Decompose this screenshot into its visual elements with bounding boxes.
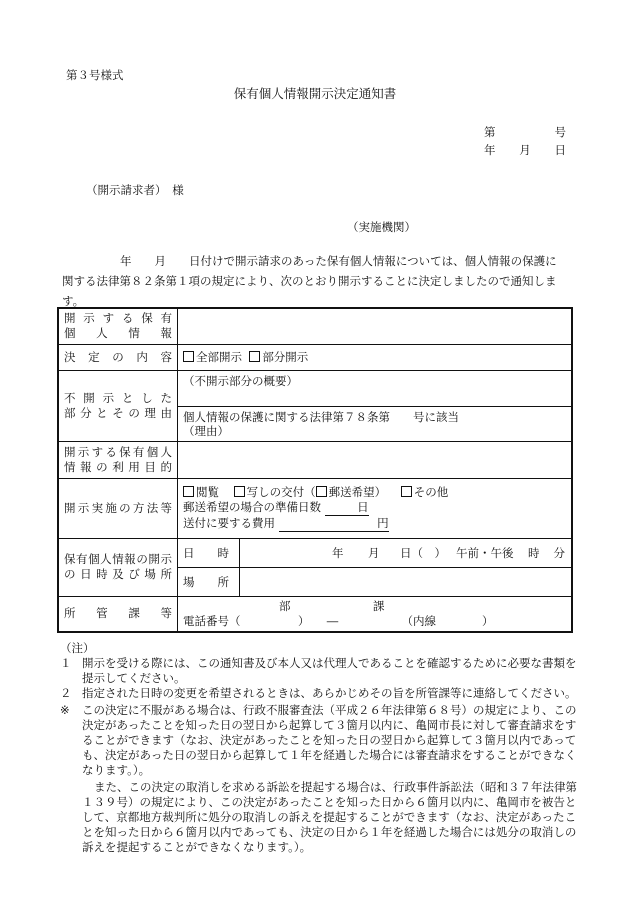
checkbox-other[interactable] <box>401 486 412 497</box>
label-purpose: 開示する保有個人 情報の利用目的 <box>58 441 178 478</box>
schedule-datetime: 日 時 年 月 日（ ） 午前・午後 時 分 <box>178 539 571 568</box>
nondisclosure-reason[interactable]: 個人情報の保護に関する法律第７８条第 号に該当 （理由） <box>183 409 459 438</box>
note-appeal: ※ この決定に不服がある場合は、行政不服審査法（平成２６年法律第６８号）の規定により、この決定があったことを知った日の翌日から起算して３箇月以内に、亀岡市長に対して審査請求をすることができます（なお、決定があったことを知った日の翌日から起算して３箇月以内であっても、決定があった日の翌日から起算して１年を経過した場合には審査請求をすることができなくなります。）。 <box>60 703 577 777</box>
form-number: 第３号様式 <box>66 68 124 82</box>
row-decision <box>58 344 572 370</box>
decision-table <box>57 307 573 633</box>
value-schedule <box>178 538 573 596</box>
notes-heading: （注） <box>60 641 95 655</box>
row-purpose <box>58 441 572 478</box>
label-department: 所管課等 <box>58 596 178 632</box>
value-decision: 全部開示 部分開示 <box>178 344 573 370</box>
value-method: 閲覧 写しの交付（ 郵送希望） その他 郵送希望の場合の準備日数 日 送付に要する費用 円 <box>178 478 573 538</box>
datetime-field[interactable]: 年 月 日（ ） 午前・午後 時 分 <box>332 545 565 560</box>
row-method <box>58 478 572 538</box>
document-title: 保有個人情報開示決定通知書 <box>233 86 397 101</box>
intro-line-2: 関する法律第８２条第１項の規定により、次のとおり開示することに決定しましたので通知しま <box>62 274 557 288</box>
document-number <box>484 124 566 140</box>
date-day: 日 <box>554 143 566 157</box>
number-suffix: 号 <box>554 125 566 139</box>
number-prefix: 第 <box>484 125 496 139</box>
label-decision: 決定の内容 <box>58 344 178 370</box>
checkbox-full-disclosure[interactable] <box>183 351 194 362</box>
notes-section <box>60 641 578 855</box>
value-target-info[interactable] <box>178 308 573 344</box>
checkbox-copy[interactable] <box>234 486 245 497</box>
intro-paragraph <box>62 251 572 311</box>
schedule-place: 場 所 <box>178 568 571 596</box>
date-year: 年 <box>484 143 496 157</box>
row-schedule <box>58 538 572 596</box>
row-department <box>58 596 572 632</box>
checkbox-mail[interactable] <box>316 486 327 497</box>
label-target-info: 開示する保有 個人情報 <box>58 308 178 344</box>
value-purpose[interactable] <box>178 441 573 478</box>
requester-line: （開示請求者） 様 <box>86 183 184 197</box>
fee-field[interactable]: 円 <box>279 516 389 532</box>
row-target-info <box>58 308 572 344</box>
place-field[interactable] <box>240 568 571 596</box>
nondisclosure-summary[interactable]: （不開示部分の概要） <box>178 371 571 407</box>
intro-line-1: 年 月 日付けで開示請求のあった保有個人情報については、個人情報の保護に <box>120 254 557 268</box>
checkbox-partial-disclosure[interactable] <box>249 351 260 362</box>
note-1: １ 開示を受ける際には、この通知書及び本人又は代理人であることを確認するために必要な書類を提示してください。 <box>60 656 577 685</box>
agency-line: （実施機関） <box>347 220 416 234</box>
date-month: 月 <box>519 143 531 157</box>
row-nondisclosure <box>58 370 572 441</box>
prep-days-field[interactable]: 日 <box>325 500 369 516</box>
intro-line-3: す。 <box>62 294 85 308</box>
label-method: 開示実施の方法等 <box>58 478 178 538</box>
checkbox-viewing[interactable] <box>183 486 194 497</box>
label-schedule: 保有個人情報の開示 の日時及び場所 <box>58 538 178 596</box>
note-2: ２ 指定された日時の変更を希望されるときは、あらかじめその旨を所管課等に連絡してください。 <box>60 686 577 700</box>
note-lawsuit: また、この決定の取消しを求める訴訟を提起する場合は、行政事件訴訟法（昭和３７年法律第１３９号）の規定により、この決定があったことを知った日から６箇月以内に、亀岡市を被告として、京都地方裁判所に処分の取消しの訴えを提起することができます（なお、決定があったことを知った日から６箇月以内であっても、決定の日から１年を経過した場合には処分の取消しの訴えを提起することができなくなります。）。 <box>82 780 577 854</box>
document-date <box>484 142 566 158</box>
value-department[interactable]: 部 課 電話番号（ ） ― （内線 ） <box>178 596 573 632</box>
label-nondisclosure: 不開示とした 部分とその理由 <box>58 370 178 441</box>
value-nondisclosure <box>178 370 573 441</box>
